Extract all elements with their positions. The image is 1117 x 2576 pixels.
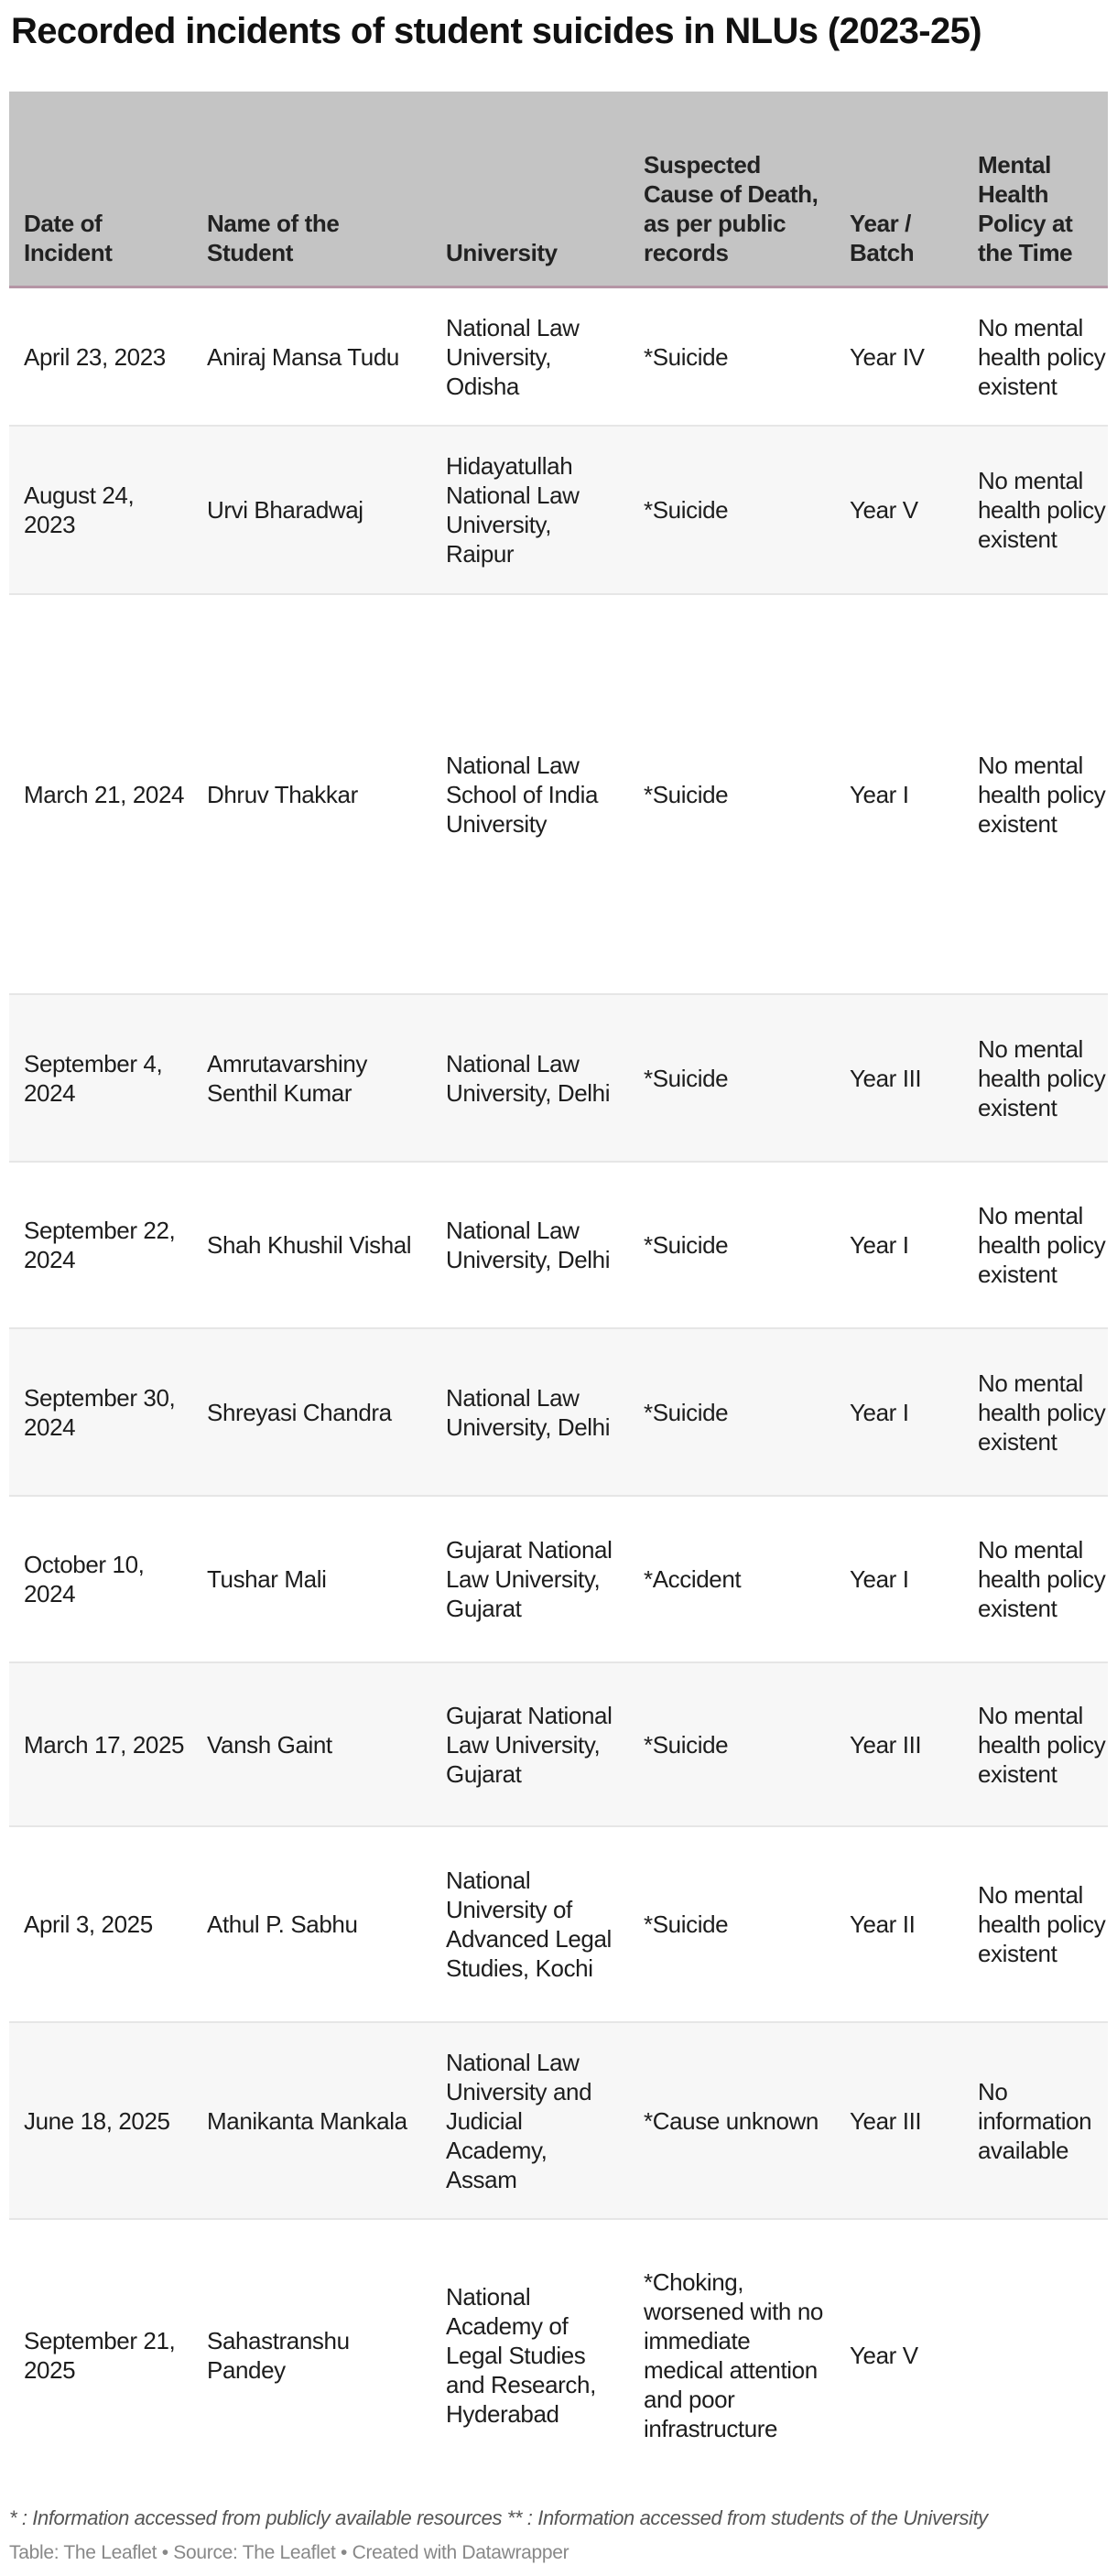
cell-cause: *Choking, worsened with no immediate medical attention and poor infrastructure [644,2268,823,2442]
cell-date: June 18, 2025 [24,2106,170,2135]
cell-date: August 24, 2023 [24,482,135,538]
cell-policy: No information available [978,2077,1092,2164]
cell-policy: No mental health policy existent [978,1536,1106,1622]
cell-date: September 30, 2024 [24,1383,176,1441]
cell-university: Gujarat National Law University, Gujarat [446,1701,613,1788]
cell-date: October 10, 2024 [24,1551,145,1607]
cell-student-name: Amrutavarshiny Senthil Kumar [207,1049,368,1107]
cell-year: Year IV [850,342,925,371]
cell-student-name: Athul P. Sabhu [207,1910,358,1938]
cell-student-name: Vansh Gaint [207,1730,332,1759]
cell-policy: No mental health policy existent [978,1034,1106,1121]
cell-policy: No mental health policy existent [978,1881,1106,1967]
cell-university: National Academy of Legal Studies and Research, Hyderabad [446,2283,596,2428]
column-header-student-name[interactable]: Name of the Student [207,210,340,266]
cell-university: National University of Advanced Legal Studies, Kochi [446,1867,612,1982]
cell-student-name: Dhruv Thakkar [207,780,358,808]
column-header-year-batch[interactable]: Year / Batch [850,210,915,266]
column-header-date[interactable]: Date of Incident [24,210,113,266]
cell-year: Year V [850,496,918,524]
cell-year: Year II [850,1910,916,1938]
cell-cause: *Suicide [644,780,729,808]
table-row [9,1663,1108,1827]
cell-cause: *Suicide [644,1730,729,1759]
cell-policy: No mental health policy existent [978,1701,1106,1788]
cell-date: September 4, 2024 [24,1049,163,1107]
column-header-university[interactable]: University [446,239,558,266]
cell-date: April 23, 2023 [24,342,166,371]
table-row [9,1827,1108,2023]
footnote: * : Information accessed from publicly available resources ** : Information accessed from students of the University [9,2506,988,2529]
cell-cause: *Suicide [644,1064,729,1092]
incidents-table [9,92,1108,2491]
cell-student-name: Tushar Mali [207,1565,327,1593]
column-header-mental-health-policy[interactable]: Mental Health Policy at the Time [978,151,1073,266]
cell-date: March 21, 2024 [24,780,185,808]
table-row [9,995,1108,1163]
table-row [9,595,1108,995]
cell-cause: *Cause unknown [644,2106,819,2135]
cell-cause: *Accident [644,1565,742,1593]
cell-cause: *Suicide [644,1231,729,1259]
cell-student-name: Shah Khushil Vishal [207,1231,412,1259]
cell-university: National Law University, Delhi [446,1383,611,1441]
table-body [9,288,1108,2491]
cell-university: National Law University, Delhi [446,1049,611,1107]
cell-year: Year I [850,1231,909,1259]
cell-date: September 21, 2025 [24,2327,176,2384]
cell-university: National Law University, Odisha [446,313,580,400]
cell-policy: No mental health policy existent [978,1202,1106,1288]
cell-year: Year I [850,780,909,808]
table-row [9,1163,1108,1329]
table-header-row [9,92,1108,288]
table-row [9,1329,1108,1497]
cell-university: Gujarat National Law University, Gujarat [446,1536,613,1622]
cell-policy: No mental health policy existent [978,1369,1106,1456]
cell-student-name: Manikanta Mankala [207,2106,407,2135]
cell-student-name: Shreyasi Chandra [207,1398,392,1426]
cell-year: Year III [850,1730,922,1759]
cell-policy: No mental health policy existent [978,313,1106,400]
cell-year: Year III [850,2106,922,2135]
cell-policy: No mental health policy existent [978,751,1106,838]
table-row [9,2023,1108,2220]
cell-university: National Law School of India University [446,751,599,838]
cell-university: Hidayatullah National Law University, Raipur [446,452,580,568]
source-credit: Table: The Leaflet • Source: The Leaflet • Created with Datawrapper [9,2542,569,2563]
cell-university: National Law University and Judicial Academy, Assam [446,2048,592,2193]
cell-year: Year I [850,1398,909,1426]
cell-date: March 17, 2025 [24,1730,185,1759]
cell-cause: *Suicide [644,342,729,371]
table-row [9,288,1108,427]
column-header-cause-of-death[interactable]: Suspected Cause of Death, as per public records [644,151,819,266]
cell-date: April 3, 2025 [24,1910,153,1938]
table-row [9,2220,1108,2491]
cell-cause: *Suicide [644,496,729,524]
cell-student-name: Sahastranshu Pandey [207,2327,350,2384]
cell-year: Year V [850,2342,918,2369]
cell-cause: *Suicide [644,1910,729,1938]
table-row [9,1497,1108,1663]
cell-student-name: Urvi Bharadwaj [207,496,363,524]
cell-date: September 22, 2024 [24,1217,176,1273]
table-row [9,427,1108,595]
cell-year: Year I [850,1565,909,1593]
cell-cause: *Suicide [644,1398,729,1426]
table-title: Recorded incidents of student suicides in NLUs (2023-25) [11,11,981,51]
cell-policy: No mental health policy existent [978,467,1106,553]
cell-student-name: Aniraj Mansa Tudu [207,342,399,371]
cell-university: National Law University, Delhi [446,1217,611,1273]
cell-year: Year III [850,1064,922,1092]
